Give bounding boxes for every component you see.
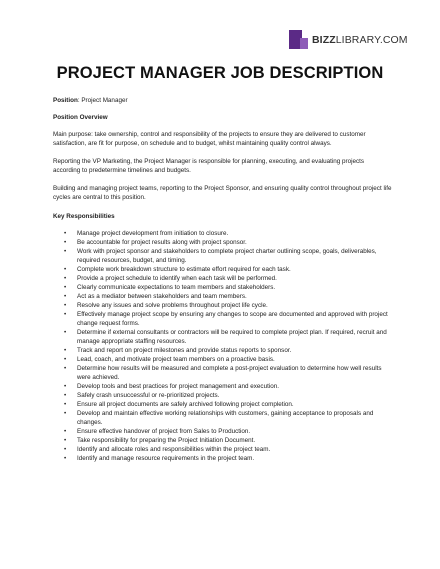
position-overview-heading: Position Overview [53,114,108,121]
list-item: • Act as a mediator between stakeholders and team members. [53,292,393,301]
brand-logo [289,30,408,49]
position-line [53,96,393,105]
list-item: • Identify and allocate roles and responsibilities within the project team. [53,445,393,454]
list-item: • Take responsibility for preparing the Project Initiation Document. [53,436,393,445]
key-responsibilities-heading: Key Responsibilities [53,213,115,220]
overview-paragraph: Main purpose: take ownership, control and responsibility of the projects to ensure they are delivered to customer satisfaction, are fit for purpose, on schedule and to budget, whilst maintaining quality control always. [53,131,366,147]
document-title: PROJECT MANAGER JOB DESCRIPTION [56,64,384,82]
overview-paragraph: Building and managing project teams, reporting to the Project Sponsor, and ensuring quality control throughout project life cycles are central to this position. [53,185,392,201]
list-item: • Provide a project schedule to identify when each task will be performed. [53,274,393,283]
brand-name [312,34,408,46]
list-item: • Develop tools and best practices for project management and execution. [53,382,393,391]
list-item: • Develop and maintain effective working relationships with customers, gaining acceptance to proposals and changes. [53,409,393,427]
list-item: • Be accountable for project results along with project sponsor. [53,238,393,247]
list-item: • Work with project sponsor and stakeholders to complete project charter outlining scope, goals, deliverables, required resources, budget, and timing. [53,247,393,265]
overview-paragraph: Reporting the VP Marketing, the Project Manager is responsible for planning, executing, and evaluating projects according to predetermine timelines and budgets. [53,158,365,174]
list-item: • Complete work breakdown structure to estimate effort required for each task. [53,265,393,274]
list-item: • Effectively manage project scope by ensuring any changes to scope are documented and approved with project change request forms. [53,310,393,328]
position-label: Position [53,97,78,104]
list-item: • Clearly communicate expectations to team members and stakeholders. [53,283,393,292]
list-item: • Determine if external consultants or contractors will be required to complete project plan. If required, recruit and manage appropriate staffing resources. [53,328,393,346]
brand-name-regular: LIBRARY.COM [335,33,408,46]
list-item: • Ensure all project documents are safely archived following project completion. [53,400,393,409]
responsibilities-list [53,229,393,463]
list-item: • Lead, coach, and motivate project team members on a proactive basis. [53,355,393,364]
document-body [53,96,393,463]
list-item: • Ensure effective handover of project from Sales to Production. [53,427,393,436]
position-value: : Project Manager [77,97,128,104]
list-item: • Track and report on project milestones and provide status reports to sponsor. [53,346,393,355]
brand-name-bold: BIZZ [312,33,336,46]
list-item: • Determine how results will be measured and complete a post-project evaluation to determine how well results were achieved. [53,364,393,382]
list-item: • Identify and manage resource requirements in the project team. [53,454,393,463]
list-item: • Manage project development from initiation to closure. [53,229,393,238]
list-item: • Resolve any issues and solve problems throughout project life cycle. [53,301,393,310]
bizzlibrary-logo-icon [289,30,308,49]
list-item: • Safely crash unsuccessful or re-prioritized projects. [53,391,393,400]
